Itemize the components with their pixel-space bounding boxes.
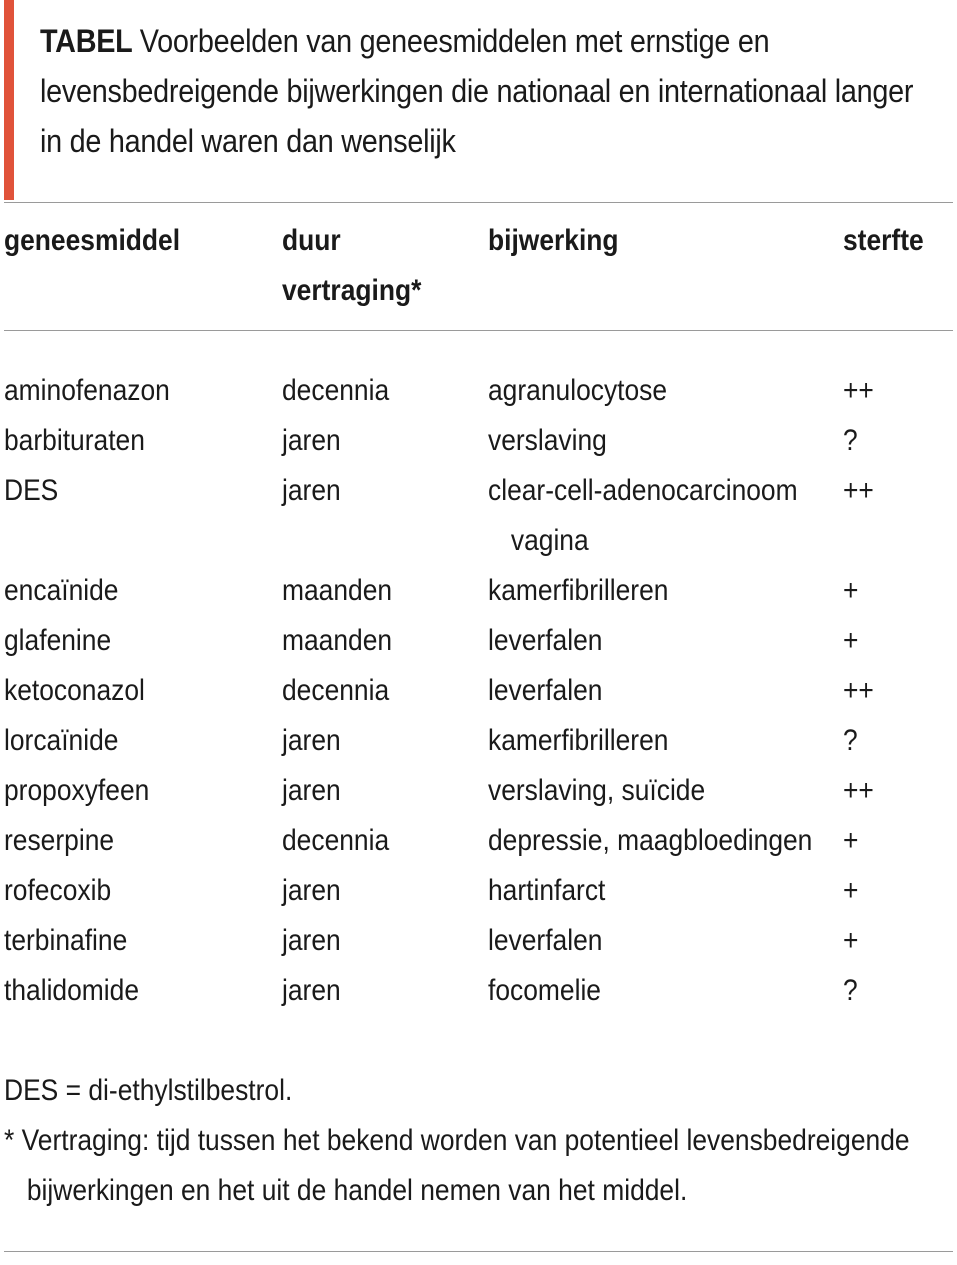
cell-drug: ketoconazol <box>4 674 145 707</box>
table-row <box>0 816 957 866</box>
cell-drug: rofecoxib <box>4 874 112 907</box>
table-body <box>0 366 957 1016</box>
table-caption <box>40 16 940 166</box>
cell-delay: decennia <box>282 824 390 857</box>
table-row <box>0 616 957 666</box>
cell-mortality: ? <box>843 974 858 1007</box>
cell-drug: aminofenazon <box>4 374 170 407</box>
table-row <box>0 566 957 616</box>
cell-mortality: + <box>843 624 859 657</box>
cell-delay: decennia <box>282 374 390 407</box>
accent-bar <box>4 0 14 200</box>
cell-drug: barbituraten <box>4 424 145 457</box>
cell-mortality: ++ <box>843 774 874 807</box>
cell-mortality: ? <box>843 724 858 757</box>
header-drug: geneesmiddel <box>4 224 181 257</box>
table-row <box>0 966 957 1016</box>
top-rule <box>4 202 953 203</box>
cell-mortality: ? <box>843 424 858 457</box>
bottom-rule <box>4 1251 953 1252</box>
cell-drug: encaïnide <box>4 574 119 607</box>
header-delay <box>282 216 421 316</box>
table-row <box>0 666 957 716</box>
cell-effect: leverfalen <box>488 924 603 957</box>
cell-mortality: + <box>843 824 859 857</box>
table-row <box>0 766 957 816</box>
table-row <box>0 866 957 916</box>
cell-mortality: + <box>843 574 859 607</box>
cell-drug: lorcaïnide <box>4 724 119 757</box>
header-rule <box>4 330 953 331</box>
table-row <box>0 466 957 566</box>
header-effect: bijwerking <box>488 224 619 257</box>
cell-mortality: + <box>843 924 859 957</box>
table-row <box>0 416 957 466</box>
table-row <box>0 366 957 416</box>
cell-effect: verslaving, suïcide <box>488 774 706 807</box>
cell-delay: jaren <box>282 874 341 907</box>
cell-effect-line2: vagina <box>510 524 589 557</box>
cell-delay: maanden <box>282 574 393 607</box>
cell-effect <box>488 466 814 566</box>
cell-effect: leverfalen <box>488 674 603 707</box>
table-row <box>0 716 957 766</box>
cell-delay: jaren <box>282 974 341 1007</box>
cell-mortality: + <box>843 874 859 907</box>
cell-delay: jaren <box>282 924 341 957</box>
cell-mortality: ++ <box>843 674 874 707</box>
footnotes <box>4 1066 937 1216</box>
cell-effect: hartinfarct <box>488 874 606 907</box>
cell-effect: verslaving <box>488 424 607 457</box>
table-row <box>0 916 957 966</box>
footnote-delay-line2: bijwerkingen en het uit de handel nemen van het middel. <box>26 1174 688 1207</box>
cell-effect: kamerfibrilleren <box>488 574 669 607</box>
cell-delay: maanden <box>282 624 393 657</box>
cell-drug: glafenine <box>4 624 112 657</box>
cell-mortality: ++ <box>843 374 874 407</box>
caption-text: Voorbeelden van geneesmiddelen met ernstige en levensbedreigende bijwerkingen die nationaal en internationaal langer in de handel waren dan wenselijk <box>40 23 914 159</box>
cell-drug: reserpine <box>4 824 115 857</box>
cell-effect: kamerfibrilleren <box>488 724 669 757</box>
cell-drug: thalidomide <box>4 974 140 1007</box>
caption-tag: TABEL <box>40 23 133 59</box>
cell-effect: agranulocytose <box>488 374 668 407</box>
cell-drug: propoxyfeen <box>4 774 150 807</box>
cell-effect: depressie, maagbloedingen <box>488 824 813 857</box>
cell-delay: jaren <box>282 774 341 807</box>
cell-mortality: ++ <box>843 474 874 507</box>
cell-effect: focomelie <box>488 974 601 1007</box>
cell-drug: DES <box>4 474 59 507</box>
footnote-delay-line1: * Vertraging: tijd tussen het bekend worden van potentieel levensbedreigende <box>4 1124 910 1157</box>
cell-delay: jaren <box>282 424 341 457</box>
cell-delay: decennia <box>282 674 390 707</box>
footnote-des: DES = di-ethylstilbestrol. <box>4 1074 293 1107</box>
header-delay-line2: vertraging* <box>282 274 422 307</box>
cell-effect: leverfalen <box>488 624 603 657</box>
cell-effect-line1: clear-cell-adenocarcinoom <box>488 474 798 507</box>
header-mortality: sterfte <box>843 224 924 257</box>
header-delay-line1: duur <box>282 224 341 257</box>
cell-delay: jaren <box>282 474 341 507</box>
cell-drug: terbinafine <box>4 924 128 957</box>
cell-delay: jaren <box>282 724 341 757</box>
